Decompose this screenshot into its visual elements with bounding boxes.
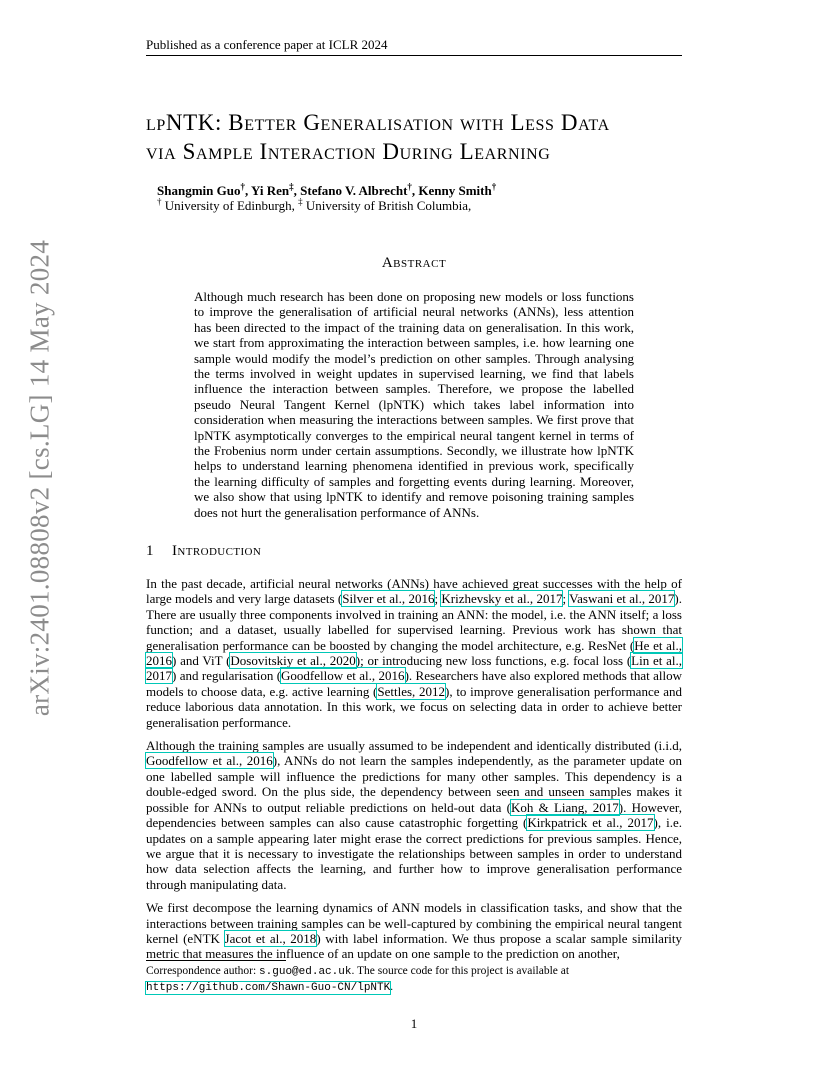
text-run: ), i.e. updates on a sample appearing later might erase the correct predictions for previous samples. Hence, we argue that it is necessary to investigate the relationships between samples in order to understand how data selection affects the learning, and further how to improve generalisation performance through manipulating data. [146, 815, 683, 892]
citation-link[interactable]: Kirkpatrick et al., 2017 [527, 815, 654, 831]
affiliations [157, 198, 677, 213]
source-code-link[interactable]: https://github.com/Shawn-Guo-CN/lpNTK [146, 982, 391, 994]
text-run: ; [434, 591, 442, 607]
title-line-2: via Sample Interaction During Learning [146, 139, 551, 164]
citation-link[interactable]: Jacot et al., 2018 [224, 930, 317, 946]
citation-link[interactable]: Lin et al., 2017 [146, 653, 682, 684]
text-run: Correspondence author: [146, 965, 260, 977]
text-run: ). However, dependencies between samples can also cause catastrophic forgetting ( [146, 799, 682, 831]
dagger-mark: † [157, 196, 162, 207]
page-number: 1 [410, 1016, 418, 1031]
author-albrecht: , Stefano V. Albrecht [293, 183, 408, 198]
ddagger-mark: ‡ [298, 196, 303, 207]
text-run: ), to improve generalisation performance and reduce laborious data annotation. In this work, we focus on selecting data in order to achieve better generalisation performance. [146, 683, 682, 730]
affiliation-ubc: University of British Columbia, [302, 198, 472, 213]
text-run: ) and ViT ( [172, 653, 231, 669]
citation-link[interactable]: Koh & Liang, 2017 [511, 799, 619, 815]
citation-link[interactable]: Dosovitskiy et al., 2020 [230, 653, 356, 669]
text-run: In the past decade, artificial neural networks (ANNs) have achieved great successes with the help of large models and very large datasets ( [146, 576, 682, 607]
text-run: ; [562, 591, 570, 607]
introduction-body [146, 576, 682, 970]
section-number: 1 [146, 543, 154, 559]
author-block [157, 183, 677, 213]
text-run: ). Researchers have also explored methods that allow models to choose data, e.g. active learning ( [146, 668, 682, 699]
author-names [157, 183, 677, 198]
arxiv-stamp-text: arXiv:2401.08808v2 [cs.LG] 14 May 2024 [24, 239, 55, 717]
running-header: Published as a conference paper at ICLR 2024 [146, 37, 682, 56]
text-run: ) and regularisation ( [172, 668, 282, 684]
text-run: ); or introducing new loss functions, e.g. focal loss ( [355, 653, 632, 669]
abstract-text: Although much research has been done on proposing new models or loss functions to improve the generalisation of artificial neural networks (ANNs), less attention has been directed to the impact of the training data on generalisation. In this work, we start from approximating the interaction between samples, i.e. how learning one sample would modify the model’s prediction on other samples. Through analysing the terms involved in weight updates in supervised learning, we find that labels influence the interaction between samples. Therefore, we propose the labelled pseudo Neural Tangent Kernel (lpNTK) which takes label information into consideration when measuring the interactions between samples. We first prove that lpNTK asymptotically converges to the empirical neural tangent kernel in terms of the Frobenius norm under certain assumptions. Secondly, we illustrate how lpNTK helps to understand learning phenomena identified in previous work, specifically the learning difficulty of samples and forgetting events during learning. Moreover, we also show that using lpNTK to identify and remove poisoning training samples does not hurt the generalisation performance of ANNs. [194, 289, 634, 520]
citation-link[interactable]: Silver et al., 2016 [342, 591, 435, 607]
affiliation-edinburgh: University of Edinburgh, [161, 198, 299, 213]
section-title: Introduction [172, 543, 262, 559]
dagger-mark: † [491, 181, 497, 192]
text-run: ) with label information. We thus propose a scalar sample similarity metric that measures the influence of an update on one sample to the prediction on another, [146, 930, 682, 962]
paragraph-2 [146, 738, 682, 892]
citation-link[interactable]: Vaswani et al., 2017 [569, 591, 675, 607]
author-ren: , Yi Ren [244, 183, 290, 198]
text-run: . The source code for this project is available at [351, 965, 570, 977]
section-heading [146, 543, 261, 560]
text-run: . [390, 981, 394, 993]
text-run: ). There are usually three components involved in training an ANN: the model, i.e. the ANN itself; a loss function; and a dataset, usually labelled for supervised learning. Previous work has shown that generalisation performance can be boosted by changing the model architecture, e.g. ResNet ( [146, 591, 682, 653]
dagger-mark: † [407, 181, 412, 192]
citation-link[interactable]: He et al., 2016 [146, 637, 683, 669]
footnote [146, 964, 682, 996]
author-guo: Shangmin Guo [157, 183, 241, 198]
ddagger-mark: ‡ [289, 181, 294, 192]
email-address: s.guo@ed.ac.uk [259, 966, 352, 978]
paragraph-1 [146, 576, 682, 730]
footnote-divider [146, 960, 286, 961]
text-run: ), ANNs do not learn the samples independently, as the parameter update on one labelled sample will influence the predictions for many other samples. This dependency is a double-edged sword. On the plus side, the dependency between seen and unseen samples makes it possible for ANNs to output reliable predictions on held-out data ( [146, 753, 682, 815]
citation-link[interactable]: Settles, 2012 [377, 683, 446, 699]
text-run: We first decompose the learning dynamics of ANN models in classification tasks, and show that the interactions between training samples can be well-captured by combining the empirical neural tangent kernel (eNTK [146, 900, 682, 946]
paper-title [146, 108, 706, 166]
author-smith: , Kenny Smith [411, 183, 492, 198]
abstract-heading: Abstract [381, 255, 447, 271]
citation-link[interactable]: Krizhevsky et al., 2017 [441, 591, 563, 607]
paragraph-3 [146, 900, 682, 962]
title-line-1: lpNTK: Better Generalisation with Less Data [146, 110, 610, 135]
dagger-mark: † [240, 181, 245, 192]
text-run: Although the training samples are usually assumed to be independent and identically distributed (i.i.d, [146, 738, 682, 754]
citation-link[interactable]: Goodfellow et al., 2016 [146, 753, 273, 769]
citation-link[interactable]: Goodfellow et al., 2016 [281, 668, 405, 684]
